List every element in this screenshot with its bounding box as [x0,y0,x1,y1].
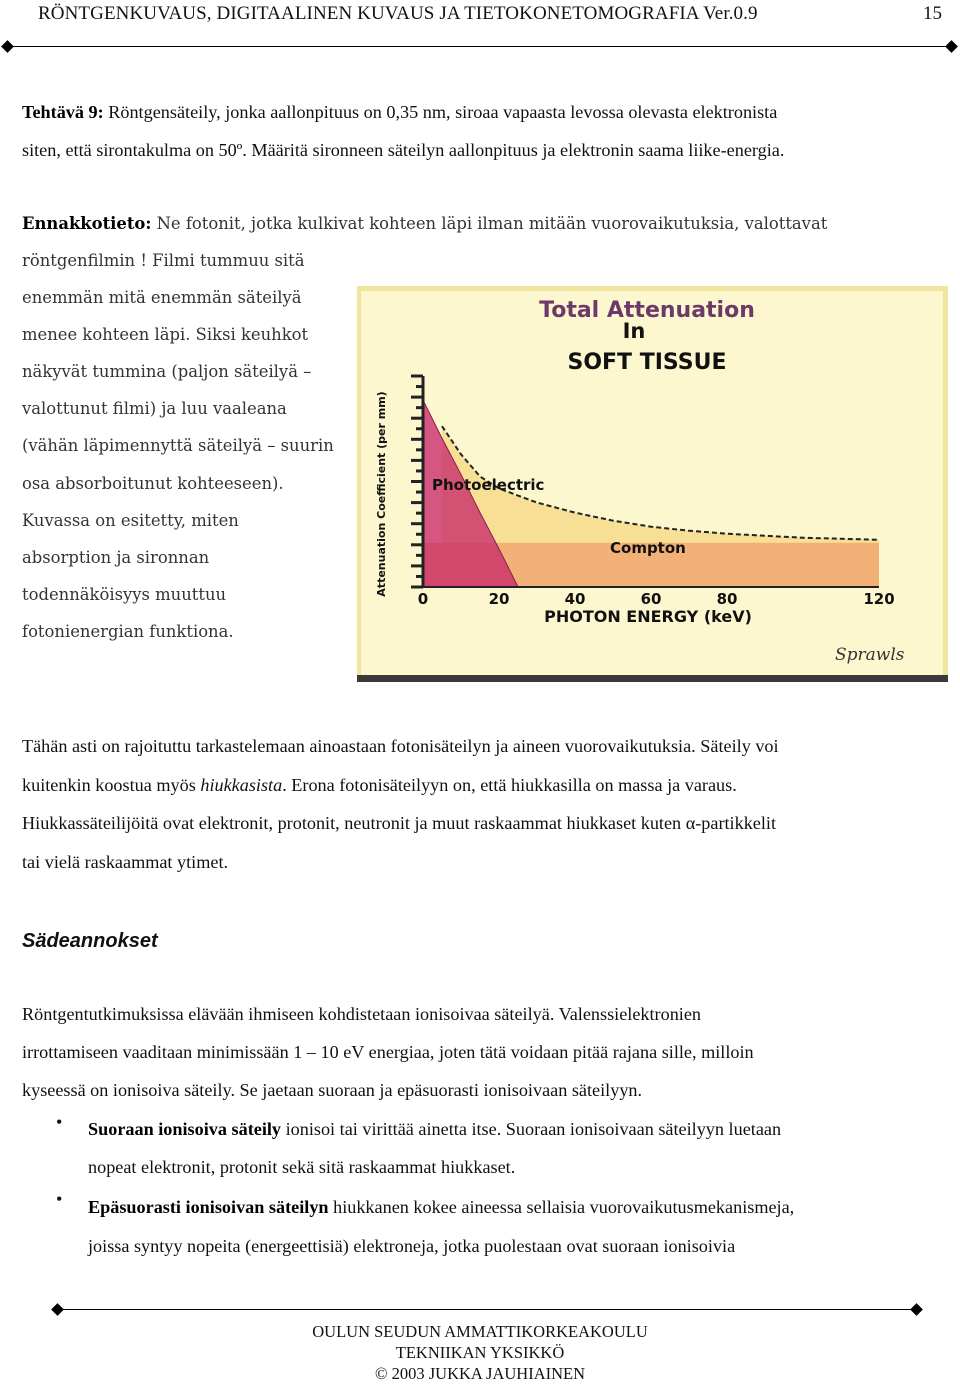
bullet-text-continued: nopeat elektronit, protonit sekä sitä raskaammat hiukkaset. [88,1156,516,1177]
dose-paragraph [22,995,754,1110]
prior-line: Kuvassa on esitetty, miten [22,510,239,530]
footer-institution: OULUN SEUDUN AMMATTIKORKEAKOULU [312,1322,648,1341]
chart-title-line-2: In [622,319,646,343]
bullet-bold-term: Epäsuorasti ionisoivan säteilyn [88,1197,329,1217]
particle-radiation-paragraph [22,727,779,882]
bullet-dot: • [56,1112,63,1132]
attenuation-chart [357,286,948,682]
prior-line: osa absorboitunut kohteeseen). [22,473,284,493]
para3-line-1: Röntgentutkimuksissa elävään ihmiseen kohdistetaan ionisoivaa säteilyä. Valenssielektronien [22,1004,702,1024]
bullet-text-continued: joissa syntyy nopeita (energeettisiä) elektroneja, jotka puolestaan ovat suoraan ionisoivia [88,1236,736,1256]
header-rule [8,46,952,47]
photoelectric-label: Photoelectric [432,476,545,494]
page-number: 15 [923,3,942,24]
bullet-text: ionisoi tai virittää ainetta itse. Suoraan ionisoivaan säteilyyn luetaan [281,1119,782,1139]
task-line-1: Röntgensäteily, jonka aallonpituus on 0,35 nm, siroaa vapaasta levossa olevasta elektronista [103,102,778,122]
compton-label: Compton [610,539,686,557]
task-paragraph [22,94,784,169]
para2-emphasis: hiukkasista [200,774,283,795]
x-tick-label: 80 [716,590,738,608]
para2-line-2a: kuitenkin koostua myös [22,774,201,795]
chart-title-line-1: Total Attenuation [539,298,755,323]
chart-bottom-border [357,675,948,682]
x-tick-label: 0 [417,590,429,608]
chart-y-axis-label: Attenuation Coefficient (per mm) [375,391,388,597]
prior-line: todennäköisyys muuttuu [22,584,227,604]
prior-label: Ennakkotieto: [22,214,152,233]
bullet-text: hiukkanen kokee aineessa sellaisia vuorovaikutusmekanismeja, [328,1197,795,1217]
x-tick-label: 120 [863,590,895,608]
author-signature: Sprawls [835,645,905,665]
prior-line: enemmän mitä enemmän säteilyä [22,288,302,308]
chart-x-axis-label: PHOTON ENERGY (keV) [544,607,752,626]
task-label: Tehtävä 9: [22,102,104,122]
x-tick-label: 60 [640,590,662,608]
header-rule-right-diamond [945,40,958,53]
para2-line-4: tai vielä raskaammat ytimet. [22,852,229,873]
prior-line: näkyvät tummina (paljon säteilyä – [22,362,312,382]
bullet-item [88,1188,794,1266]
para3-line-2: irrottamiseen vaaditaan minimissään 1 – 10 eV energiaa, joten tätä voidaan pitää rajana sille, milloin [22,1042,754,1063]
prior-line: fotonienergian funktiona. [22,621,234,641]
para2-line-3: Hiukkassäteilijöitä ovat elektronit, protonit, neutronit ja muut raskaammat hiukkaset kuten α-partikkelit [22,813,777,834]
para2-line-1: Tähän asti on rajoituttu tarkastelemaan ainoastaan fotonisäteilyn ja aineen vuorovaikutuksia. Säteily voi [22,736,779,756]
page-header-title: RÖNTGENKUVAUS, DIGITAALINEN KUVAUS JA TIETOKONETOMOGRAFIA Ver.0.9 [38,3,758,24]
task-line-2: siten, että sirontakulma on 50º. Määritä sironneen säteilyn aallonpituus ja elektronin saama liike-energia. [22,139,785,160]
footer-copyright: © 2003 JUKKA JAUHIAINEN [374,1364,586,1383]
prior-paragraph-wrapped [22,242,334,650]
bullet-bold-term: Suoraan ionisoiva säteily [88,1119,282,1139]
prior-paragraph-first-line [22,205,827,243]
prior-line: absorption ja sironnan [22,547,210,567]
prior-line: röntgenfilmin ! Filmi tummuu sitä [22,251,305,270]
prior-line: menee kohteen läpi. Siksi keuhkot [22,325,309,345]
prior-line: (vähän läpimennyttä säteilyä – suurin [22,436,334,456]
prior-line: valottunut filmi) ja luu vaaleana [22,399,287,419]
footer-rule-right-diamond [910,1303,923,1316]
x-tick-label: 40 [564,590,586,608]
prior-line-1: Ne fotonit, jotka kulkivat kohteen läpi ilman mitään vuorovaikutuksia, valottavat [151,214,828,233]
chart-title-line-3: SOFT TISSUE [567,350,727,375]
x-tick-label: 20 [488,590,510,608]
bullet-item [88,1111,781,1186]
footer-rule [58,1309,918,1310]
para3-line-3: kyseessä on ionisoiva säteily. Se jaetaan suoraan ja epäsuorasti ionisoivaan säteilyyn. [22,1080,643,1101]
section-title: Sädeannokset [22,930,158,952]
bullet-dot: • [56,1189,63,1209]
para2-line-2c: . Erona fotonisäteilyyn on, että hiukkasilla on massa ja varaus. [282,774,737,795]
footer-unit: TEKNIIKAN YKSIKKÖ [395,1343,565,1362]
